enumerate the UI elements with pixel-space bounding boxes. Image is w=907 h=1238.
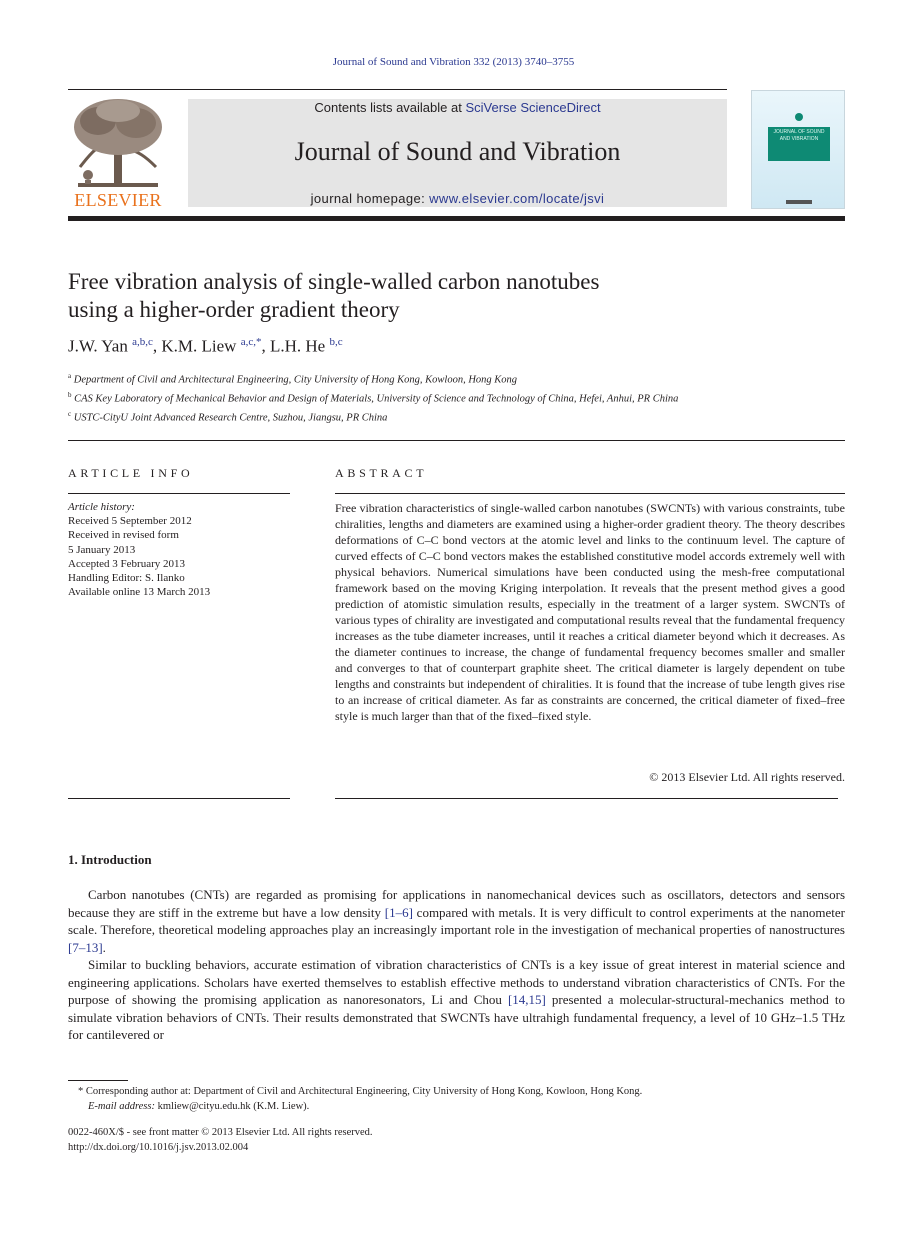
paragraph-text: . bbox=[102, 939, 106, 955]
abstract-text: Free vibration characteristics of single-walled carbon nanotubes (SWCNTs) with various constraints, tube chiralities, lengths and diameters are examined using a higher-order gradient theory. The theory describes deformations of C–C bond vectors at the atomic level and links to the continuum level. The capture of curved effects of C–C bond vectors makes the established constitutive model accords extremely well with physical behaviors. Numerical simulations have been conducted using the mesh-free computational framework based on the moving Kriging interpolation. It reveals that the present method gives a good prediction of atomistic simulation results, especially in the treatment of a larger system. SWCNTs of various types of chirality are investigated and computational results reveal that the fundamental frequency increases as the tube diameter increases, until it reaches a critical diameter beyond which it decreases. As the diameter continues to increase, the change of fundamental frequency becomes smaller and smaller and converges to that of counterpart graphite sheet. The critical diameter is largely dependent on tube lengths and constraints but independent of chiralities. It is found that the increase of tube length gives rise to an increase of critical diameter. As far as constraints are concerned, the critical diameter of fixed–free style is much larger than that of the fixed–fixed style. bbox=[335, 501, 845, 723]
citation-link[interactable]: [14,15] bbox=[507, 992, 546, 1007]
affiliation-item bbox=[68, 388, 688, 407]
citation-link[interactable]: [7–13] bbox=[68, 939, 103, 955]
corresponding-author-note: * Corresponding author at: Department of Civil and Architectural Engineering, City University of Hong Kong, Kowloon, Hong Kong. bbox=[78, 1086, 643, 1097]
author-list bbox=[68, 336, 343, 357]
abstract-rule bbox=[335, 493, 845, 494]
history-item: Handling Editor: S. Ilanko bbox=[68, 572, 185, 585]
affiliation-item bbox=[68, 407, 828, 426]
homepage-link[interactable]: www.elsevier.com/locate/jsvi bbox=[429, 191, 605, 206]
affiliation-rule bbox=[68, 440, 845, 441]
history-item: 5 January 2013 bbox=[68, 543, 136, 556]
history-item: Received in revised form bbox=[68, 529, 179, 542]
introduction-heading: 1. Introduction bbox=[68, 852, 152, 867]
article-info-bottom-rule bbox=[68, 798, 290, 799]
author-separator: , bbox=[261, 336, 270, 356]
author-name[interactable]: L.H. He bbox=[269, 336, 326, 356]
affiliation-text: USTC-CityU Joint Advanced Research Centre, Suzhou, Jiangsu, PR China bbox=[73, 412, 388, 424]
footnotes bbox=[68, 1084, 845, 1114]
article-history bbox=[68, 500, 293, 599]
journal-cover-thumbnail[interactable] bbox=[751, 90, 845, 209]
corresponding-author-mark[interactable]: * bbox=[255, 336, 262, 348]
header-thick-rule bbox=[68, 216, 845, 221]
doi-link[interactable]: http://dx.doi.org/10.1016/j.jsv.2013.02.004 bbox=[68, 1141, 249, 1153]
author-affiliation-marks[interactable]: a,c, bbox=[240, 336, 256, 348]
author-name[interactable]: K.M. Liew bbox=[161, 336, 237, 356]
abstract-copyright: © 2013 Elsevier Ltd. All rights reserved. bbox=[649, 770, 845, 784]
affiliation-mark: a bbox=[68, 372, 72, 380]
elsevier-logo[interactable] bbox=[68, 97, 168, 209]
homepage-prefix: journal homepage: bbox=[310, 191, 430, 206]
affiliation-mark: c bbox=[68, 409, 72, 418]
journal-homepage bbox=[188, 191, 727, 206]
journal-citation[interactable]: Journal of Sound and Vibration 332 (2013) 3740–3755 bbox=[332, 56, 575, 68]
article-title-line-2: using a higher-order gradient theory bbox=[68, 297, 400, 322]
article-title-line-1: Free vibration analysis of single-walled carbon nanotubes bbox=[68, 269, 600, 294]
footnote-rule bbox=[68, 1080, 128, 1081]
email-label: E-mail address: bbox=[88, 1101, 155, 1112]
affiliations bbox=[68, 369, 828, 426]
paragraph-text: Similar to buckling behaviors, accurate estimation of vibration characteristics of CNTs is a key issue of great interest in material science and engineering applications. Scholars have exerted themselves to establish effective methods to understand vibration characteristics of CNTs. For the purpose of showing the promising application as nanoresonators, Li and Chou bbox=[68, 957, 845, 1007]
author-separator: , bbox=[152, 336, 162, 356]
contents-prefix: Contents lists available at bbox=[314, 100, 466, 115]
email-address[interactable]: kmliew@cityu.edu.hk (K.M. Liew). bbox=[154, 1101, 310, 1112]
author-affiliation-marks[interactable]: b,c bbox=[329, 336, 343, 348]
history-item: Received 5 September 2012 bbox=[68, 515, 192, 528]
introduction-body bbox=[68, 886, 845, 1044]
author-affiliation-marks[interactable]: a,b,c bbox=[132, 336, 153, 348]
issn-line: 0022-460X/$ - see front matter © 2013 Elsevier Ltd. All rights reserved. bbox=[68, 1127, 373, 1138]
paragraph bbox=[68, 956, 845, 1044]
affiliation-item bbox=[68, 369, 828, 388]
author-name[interactable]: J.W. Yan bbox=[68, 336, 128, 356]
article-info-rule bbox=[68, 493, 290, 494]
cover-logo-icon bbox=[786, 200, 812, 204]
journal-title: Journal of Sound and Vibration bbox=[294, 137, 621, 166]
abstract-heading: ABSTRACT bbox=[335, 466, 428, 480]
affiliation-text: CAS Key Laboratory of Mechanical Behavior and Design of Materials, University of Science and Technology of China, Hefei, Anhui, PR China bbox=[74, 393, 679, 405]
article-title bbox=[68, 268, 828, 324]
article-info-heading: ARTICLE INFO bbox=[68, 466, 194, 480]
history-label: Article history: bbox=[68, 501, 135, 513]
cover-title: JOURNAL OF SOUND AND VIBRATION bbox=[768, 127, 830, 161]
abstract-bottom-rule bbox=[335, 798, 838, 799]
history-item: Available online 13 March 2013 bbox=[68, 586, 211, 599]
email-note bbox=[68, 1099, 845, 1114]
contents-availability bbox=[188, 100, 727, 115]
header-rule bbox=[68, 89, 727, 90]
publication-info bbox=[68, 1126, 668, 1155]
affiliation-text: Department of Civil and Architectural Engineering, City University of Hong Kong, Kowloon, Hong Kong bbox=[73, 374, 518, 386]
affiliation-mark: b bbox=[68, 390, 72, 399]
paragraph bbox=[68, 886, 845, 956]
paragraph-text: compared with metals. It is very difficult to control experiments at the nanometer scale. Therefore, theoretical modeling approaches play an increasingly important role in the investigation of mechanical properties of nanostructures bbox=[68, 904, 845, 937]
publisher-name: ELSEVIER bbox=[74, 190, 162, 210]
cover-emblem-icon bbox=[795, 113, 803, 121]
paragraph-text: presented a molecular-structural-mechanics method to simulate vibration behaviors of CNTs. Their results demonstrated that SWCNTs have ultrahigh fundamental frequency, a level of 10 GHz–1.5 THz for cantilevered or bbox=[68, 992, 846, 1042]
citation-link[interactable]: [1–6] bbox=[384, 904, 413, 920]
sciencedirect-link[interactable]: SciVerse ScienceDirect bbox=[465, 100, 601, 115]
history-item: Accepted 3 February 2013 bbox=[68, 557, 185, 570]
paragraph-text: Carbon nanotubes (CNTs) are regarded as promising for applications in nanomechanical devices such as oscillators, detectors and sensors because they are stiff in the extreme but have a low density bbox=[68, 887, 845, 920]
